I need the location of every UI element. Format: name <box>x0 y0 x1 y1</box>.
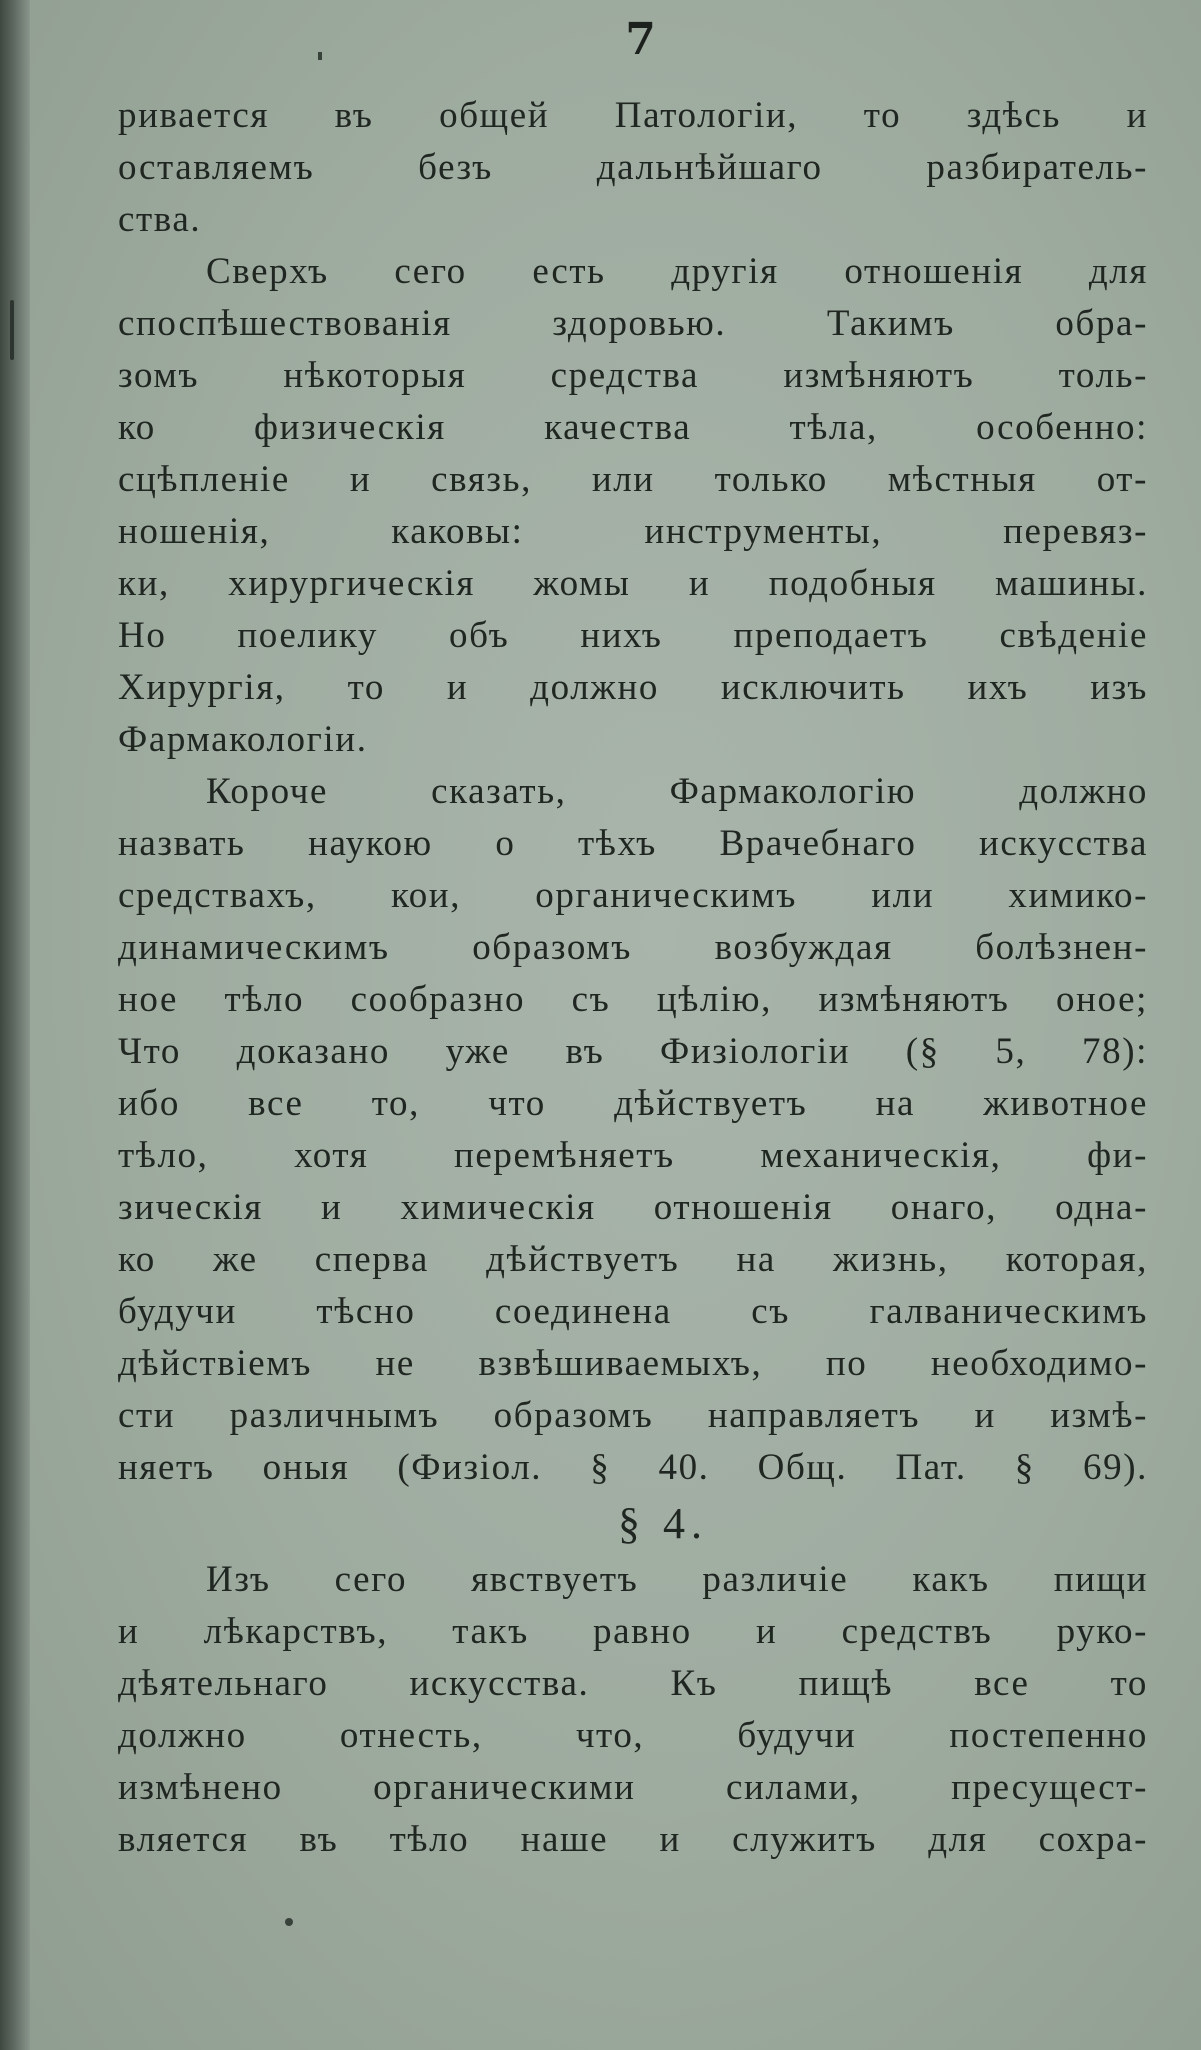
text-line: Изъ сего явствуетъ различіе какъ пищи <box>206 1559 1148 1600</box>
text-line: должно отнесть, что, будучи постепенно <box>118 1715 1148 1756</box>
text-line: ное тѣло сообразно съ цѣлію, измѣняютъ оное; <box>118 979 1148 1020</box>
text-line: зомъ нѣкоторыя средства измѣняютъ толь- <box>118 355 1148 396</box>
body-text <box>118 90 1148 1866</box>
text-line: Сверхъ сего есть другія отношенія для <box>206 251 1148 292</box>
text-line: Фармакологіи. <box>118 719 368 760</box>
text-line: сцѣпленіе и связь, или только мѣстныя от- <box>118 459 1148 500</box>
text-line: дѣятельнаго искусства. Къ пищѣ все то <box>118 1663 1148 1704</box>
text-line: ношенія, каковы: инструменты, перевяз- <box>118 511 1148 552</box>
text-line: Короче сказать, Фармакологію должно <box>206 771 1148 812</box>
text-line: споспѣшествованія здоровью. Такимъ обра- <box>118 303 1148 344</box>
text-line: назвать наукою о тѣхъ Врачебнаго искусства <box>118 823 1148 864</box>
text-line: тѣло, хотя перемѣняетъ механическія, фи- <box>118 1135 1148 1176</box>
text-line: зическія и химическія отношенія онаго, одна- <box>118 1187 1148 1228</box>
binding-mark <box>10 300 14 360</box>
text-line: Но поелику объ нихъ преподаетъ свѣденіе <box>118 615 1148 656</box>
text-line: вляется въ тѣло наше и служитъ для сохра- <box>118 1819 1148 1860</box>
text-line: ко же сперва дѣйствуетъ на жизнь, которая, <box>118 1239 1148 1280</box>
section-heading: § 4. <box>618 1499 708 1548</box>
text-line: ибо все то, что дѣйствуетъ на животное <box>118 1083 1148 1124</box>
page-number: 7 <box>625 14 656 65</box>
text-line: Что доказано уже въ Физіологіи (§ 5, 78): <box>118 1031 1148 1072</box>
ink-speck <box>285 1918 293 1926</box>
text-line: будучи тѣсно соединена съ галваническимъ <box>118 1291 1148 1332</box>
text-line: оставляемъ безъ дальнѣйшаго разбиратель- <box>118 147 1148 188</box>
text-line: дѣйствіемъ не взвѣшиваемыхъ, по необходимо- <box>118 1343 1148 1384</box>
ink-speck <box>318 52 322 60</box>
text-line: измѣнено органическими силами, пресущест- <box>118 1767 1148 1808</box>
text-line: сти различнымъ образомъ направляетъ и измѣ- <box>118 1395 1148 1436</box>
book-binding-edge <box>0 0 30 2050</box>
text-line: няетъ оныя (Физіол. § 40. Общ. Пат. § 69). <box>118 1447 1148 1488</box>
text-line: ко физическія качества тѣла, особенно: <box>118 407 1148 448</box>
text-line: средствахъ, кои, органическимъ или химико- <box>118 875 1148 916</box>
text-line: ки, хирургическія жомы и подобныя машины. <box>118 563 1148 604</box>
text-line: ства. <box>118 199 202 240</box>
text-line: динамическимъ образомъ возбуждая болѣзнен- <box>118 927 1148 968</box>
text-line: и лѣкарствъ, такъ равно и средствъ руко- <box>118 1611 1148 1652</box>
text-line: Хирургія, то и должно исключить ихъ изъ <box>118 667 1148 708</box>
text-line: ривается въ общей Патологіи, то здѣсь и <box>118 95 1148 136</box>
